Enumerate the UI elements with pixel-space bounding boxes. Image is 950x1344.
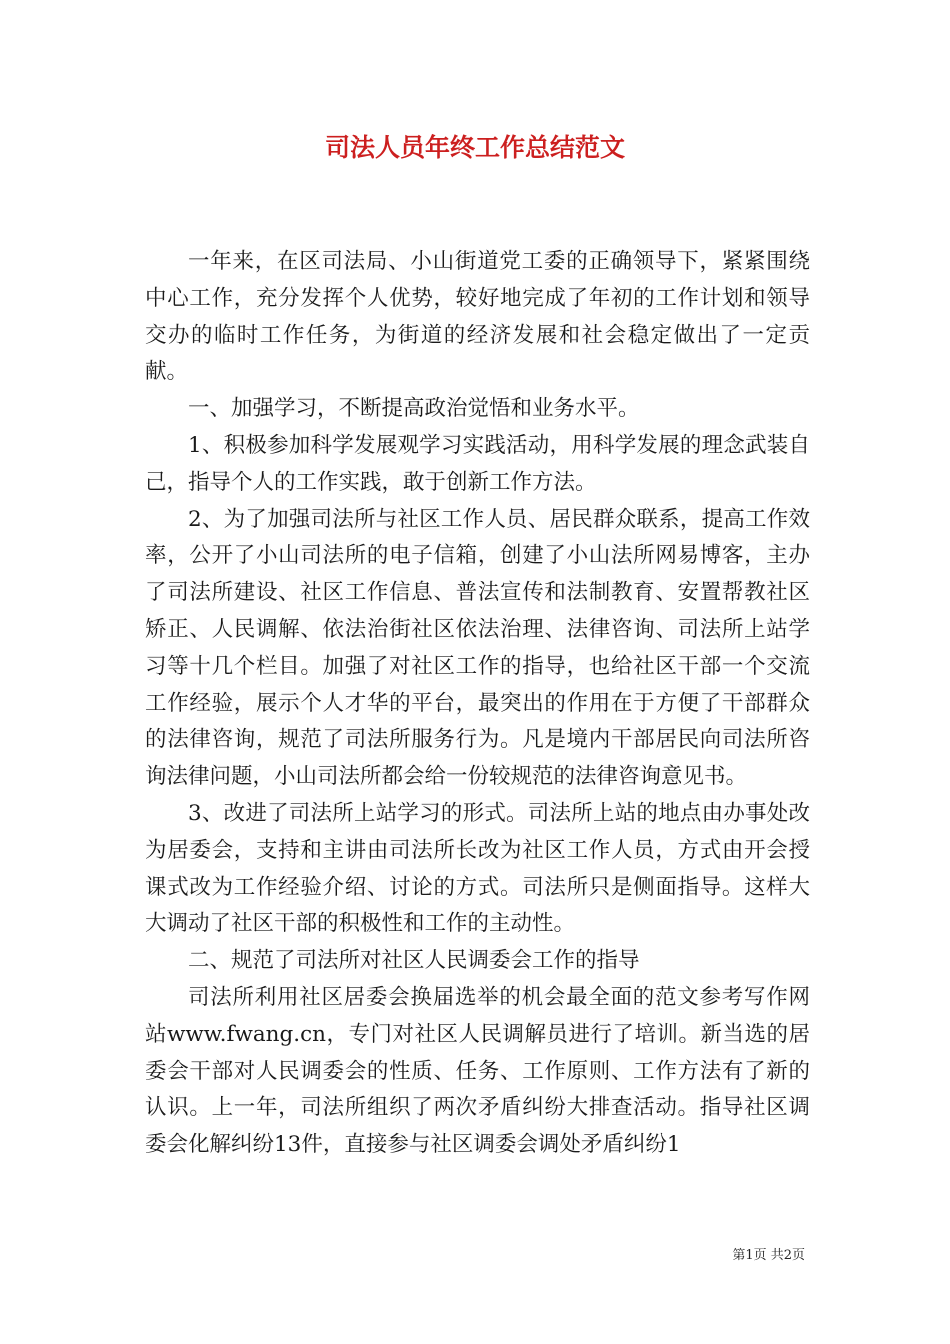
paragraph: 2、为了加强司法所与社区工作人员、居民群众联系，提高工作效率，公开了小山司法所的电子信箱，创建了小山法所网易博客，主办了司法所建设、社区工作信息、普法宣传和法制教育、安置帮教社区矫正、人民调解、依法治街社区依法治理、法律咨询、司法所上站学习等十几个栏目。加强了对社区工作的指导，也给社区干部一个交流工作经验，展示个人才华的平台，最突出的作用在于方便了干部群众的法律咨询，规范了司法所服务行为。凡是境内干部居民向司法所咨询法律问题，小山司法所都会给一份较规范的法律咨询意见书。 xyxy=(145,506,810,790)
paragraph: 一年来，在区司法局、小山街道党工委的正确领导下，紧紧围绕中心工作，充分发挥个人优势，较好地完成了年初的工作计划和领导交办的临时工作任务，为街道的经济发展和社会稳定做出了一定贡献。 xyxy=(145,249,810,385)
paragraph: 3、改进了司法所上站学习的形式。司法所上站的地点由办事处改为居委会，支持和主讲由司法所长改为社区工作人员，方式由开会授课式改为工作经验介绍、讨论的方式。司法所只是侧面指导。这样大大调动了社区干部的积极性和工作的主动性。 xyxy=(145,800,810,937)
document-body xyxy=(145,244,810,1164)
page-number: 第1页 共2页 xyxy=(732,1248,805,1263)
paragraph: 1、积极参加科学发展观学习实践活动，用科学发展的理念武装自己，指导个人的工作实践，敢于创新工作方法。 xyxy=(145,432,810,495)
document-title: 司法人员年终工作总结范文 xyxy=(324,133,625,162)
paragraph: 司法所利用社区居委会换届选举的机会最全面的范文参考写作网站www.fwang.cn，专门对社区人民调解员进行了培训。新当选的居委会干部对人民调委会的性质、任务、工作原则、工作方法有了新的认识。上一年，司法所组织了两次矛盾纠纷大排查活动。指导社区调委会化解纠纷13件，直接参与社区调委会调处矛盾纠纷1 xyxy=(145,984,810,1158)
paragraph: 二、规范了司法所对社区人民调委会工作的指导 xyxy=(188,948,640,974)
paragraph: 一、加强学习，不断提高政治觉悟和业务水平。 xyxy=(188,396,640,422)
